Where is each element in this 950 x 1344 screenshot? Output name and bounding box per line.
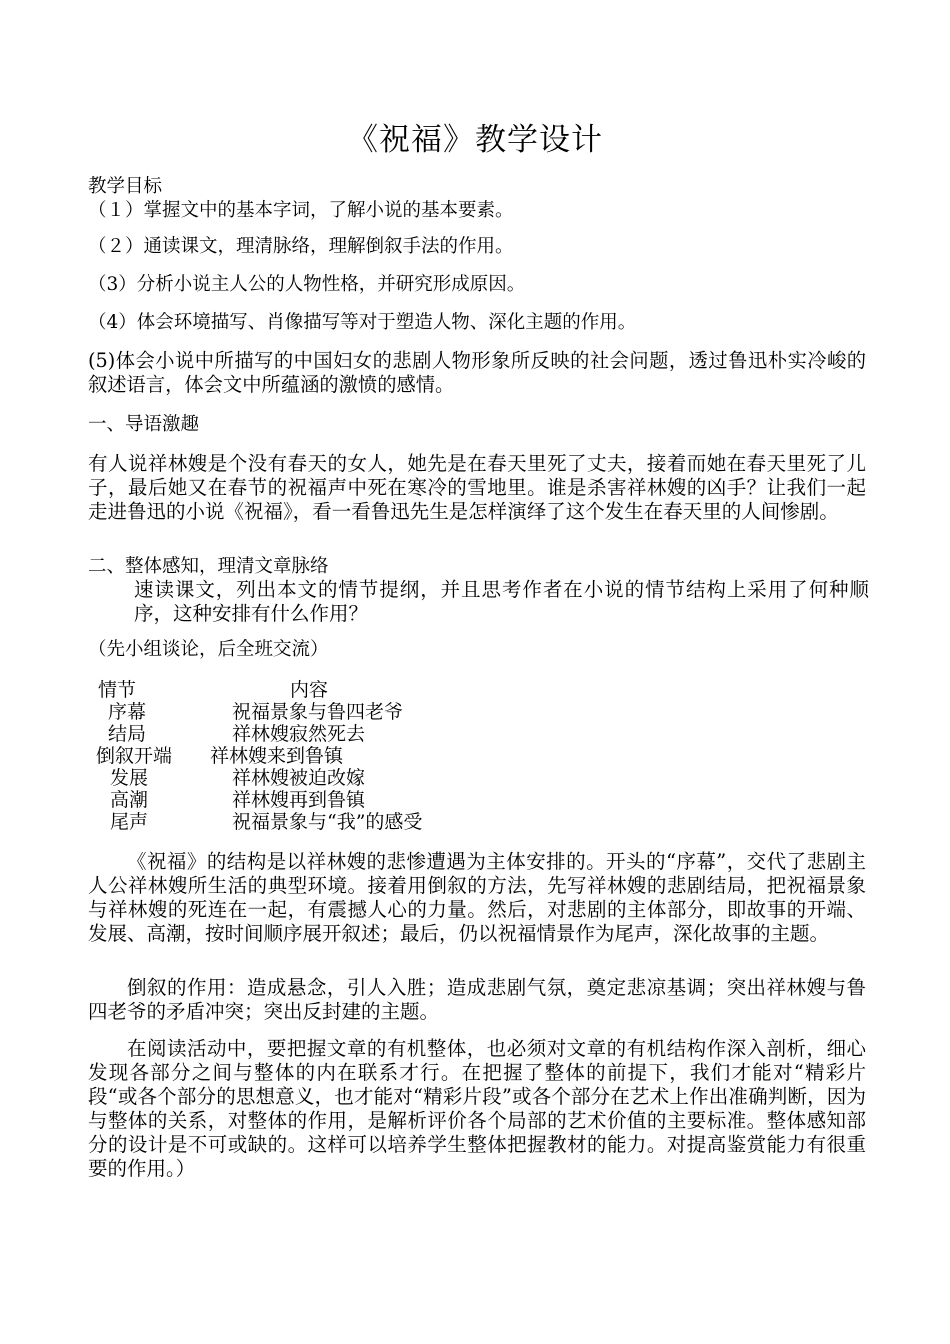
plot-stage: 尾声 (110, 811, 149, 833)
plot-content: 祝福景象与“我”的感受 (232, 811, 423, 833)
plot-stage: 结局 (108, 723, 147, 745)
plot-content: 祥林嫂寂然死去 (232, 723, 366, 745)
objectives-heading: 教学目标 (88, 176, 163, 197)
plot-content: 祝福景象与鲁四老爷 (232, 701, 404, 723)
plot-content: 祥林嫂被迫改嫁 (232, 767, 366, 789)
section1-heading: 一、导语激趣 (88, 414, 200, 435)
plot-header-content: 内容 (290, 679, 329, 701)
section1-text: 有人说祥林嫂是个没有春天的女人，她先是在春天里死了丈夫，接着而她在春天里死了儿子，最后她又在春节的祝福声中死在寒冷的雪地里。谁是杀害祥林嫂的凶手？让我们一起走进鲁迅的小说《祝福》，看一看鲁迅先生是怎样演绎了这个发生在春天里的人间惨剧。 (88, 452, 866, 523)
section2-note: （先小组谈论，后全班交流） (88, 639, 329, 660)
section2-task: 速读课文，列出本文的情节提纲，并且思考作者在小说的情节结构上采用了何种顺序，这种安排有什么作用？ (134, 578, 869, 625)
document-title: 《祝福》教学设计 (347, 122, 603, 158)
objective-item-3: （3）分析小说主人公的人物性格，并研究形成原因。 (88, 274, 526, 295)
plot-content: 祥林嫂再到鲁镇 (232, 789, 366, 811)
flashback-paragraph: 倒叙的作用：造成悬念，引人入胜；造成悲剧气氛，奠定悲凉基调；突出祥林嫂与鲁四老爷的矛盾冲突；突出反封建的主题。 (88, 976, 866, 1023)
plot-header-stage: 情节 (98, 679, 137, 701)
reading-paragraph: 在阅读活动中，要把握文章的有机整体，也必须对文章的有机结构作深入剖析，细心发现各部分之间与整体的内在联系才行。在把握了整体的前提下，我们才能对“精彩片段“或各个部分的思想意义，也才能对“精彩片段”或各个部分在艺术上作出准确判断，因为与整体的关系，对整体的作用，是解析评价各个局部的艺术价值的主要标准。整体感知部分的设计是不可或缺的。这样可以培养学生整体把握教材的能力。对提高鉴赏能力有很重要的作用。） (88, 1037, 866, 1180)
plot-stage: 序幕 (108, 701, 147, 723)
objective-item-4: （4）体会环境描写、肖像描写等对于塑造人物、深化主题的作用。 (88, 312, 637, 333)
structure-paragraph: 《祝福》的结构是以祥林嫂的悲惨遭遇为主体安排的。开头的“序幕”，交代了悲剧主人公祥林嫂所生活的典型环境。接着用倒叙的方法，先写祥林嫂的悲剧结局，把祝福景象与祥林嫂的死连在一起，有震撼人心的力量。然后，对悲剧的主体部分，即故事的开端、发展、高潮，按时间顺序展开叙述；最后，仍以祝福情景作为尾声，深化故事的主题。 (88, 850, 866, 945)
objective-item-5: (5)体会小说中所描写的中国妇女的悲剧人物形象所反映的社会问题，透过鲁迅朴实冷峻的叙述语言，体会文中所蕴涵的激愤的感情。 (88, 349, 866, 396)
section2-heading: 二、整体感知，理清文章脉络 (88, 556, 329, 577)
plot-stage: 高潮 (110, 789, 149, 811)
objective-item-2: （２）通读课文，理清脉络，理解倒叙手法的作用。 (88, 236, 514, 257)
objective-item-1: （１）掌握文中的基本字词，了解小说的基本要素。 (88, 200, 514, 221)
plot-content: 祥林嫂来到鲁镇 (210, 745, 344, 767)
plot-stage: 倒叙开端 (96, 745, 173, 767)
plot-stage: 发展 (110, 767, 149, 789)
